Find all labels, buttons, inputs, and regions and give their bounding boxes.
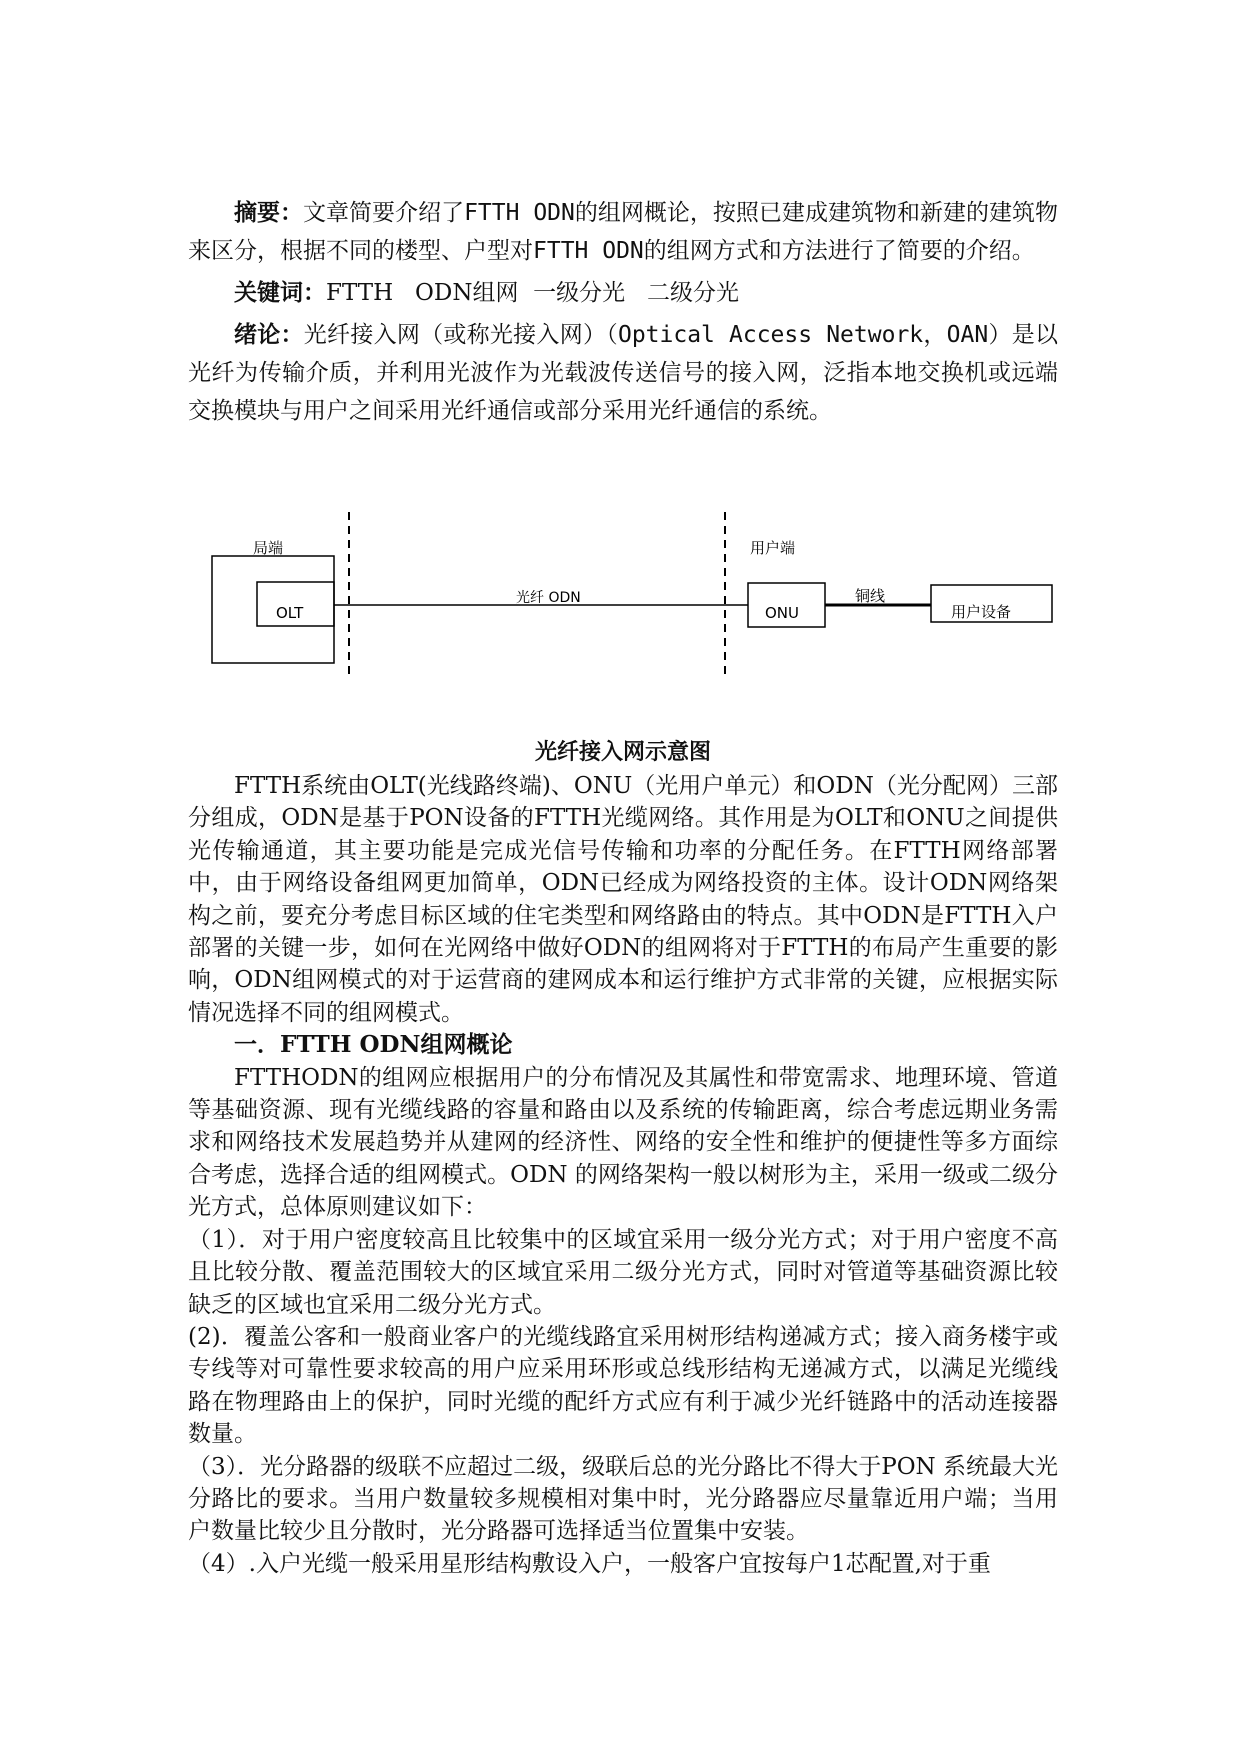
office-box xyxy=(212,556,334,663)
section-heading-1: 一．FTTH ODN组网概论 xyxy=(234,1031,513,1059)
list-item-3: （3）．光分路器的级联不应超过二级，级联后总的光分路比不得大于PON 系统最大光分路比的要求。当用户数量较多规模相对集中时，光分路器应尽量靠近用户端；当用户数量比较少且分散时，光分路器可选择适当位置集中安装。 xyxy=(188,1453,1058,1545)
onu-label: ONU xyxy=(765,604,800,622)
list-item-1: （1）．对于用户密度较高且比较集中的区域宜采用一级分光方式；对于用户密度不高且比较分散、覆盖范围较大的区域宜采用二级分光方式，同时对管道等基础资源比较缺乏的区域也宜采用二级分光方式。 xyxy=(188,1226,1058,1318)
intro-label: 绪论： xyxy=(234,321,304,348)
body-section xyxy=(188,770,1058,1580)
paragraph-odn-principles: FTTHODN的组网应根据用户的分布情况及其属性和带宽需求、地理环境、管道等基础资源、现有光缆线路的容量和路由以及系统的传输距离，综合考虑远期业务需求和网络技术发展趋势并从建网的经济性、网络的安全性和维护的便捷性等多方面综合考虑，选择合适的组网模式。ODN 的网络架构一般以树形为主，采用一级或二级分光方式，总体原则建议如下： xyxy=(188,1064,1058,1221)
paragraph-ftth-system: FTTH系统由OLT(光线路终端)、ONU（光用户单元）和ODN（光分配网）三部分组成，ODN是基于PON设备的FTTH光缆网络。其作用是为OLT和ONU之间提供光传输通道，其主要功能是完成光信号传输和功率的分配任务。在FTTH网络部署中，由于网络设备组网更加简单，ODN已经成为网络投资的主体。设计ODN网络架构之前，要充分考虑目标区域的住宅类型和网络路由的特点。其中ODN是FTTH入户部署的关键一步，如何在光网络中做好ODN的组网将对于FTTH的布局产生重要的影响，ODN组网模式的对于运营商的建网成本和运行维护方式非常的关键，应根据实际情况选择不同的组网模式。 xyxy=(188,773,1058,1026)
office-label: 局端 xyxy=(253,539,284,557)
copper-label: 铜线 xyxy=(855,587,886,605)
intro-text: 光纤接入网（或称光接入网）（Optical Access Network，OAN）是以光纤为传输介质，并利用光波作为光载波传送信号的接入网，泛指本地交换机或远端交换模块与用户之间采用光纤通信或部分采用光纤通信的系统。 xyxy=(188,322,1058,424)
diagram-caption: 光纤接入网示意图 xyxy=(534,739,711,765)
keywords-label: 关键词： xyxy=(234,279,326,306)
keywords-text: FTTH ODN组网 一级分光 二级分光 xyxy=(326,280,740,306)
fiber-label: 光纤 ODN xyxy=(516,590,581,606)
list-item-4: （4）.入户光缆一般采用星形结构敷设入户，一般客户宜按每户1芯配置,对于重 xyxy=(188,1550,991,1577)
abstract-text: 文章简要介绍了FTTH ODN的组网概论，按照已建成建筑物和新建的建筑物来区分，根据不同的楼型、户型对FTTH ODN的组网方式和方法进行了简要的介绍。 xyxy=(188,200,1059,264)
abstract-label: 摘要： xyxy=(234,199,304,226)
olt-label: OLT xyxy=(276,604,304,622)
user-device-label: 用户设备 xyxy=(951,603,1012,621)
user-side-label: 用户端 xyxy=(750,539,796,557)
list-item-2: (2)．覆盖公客和一般商业客户的光缆线路宜采用树形结构递减方式；接入商务楼宇或专线等对可靠性要求较高的用户应采用环形或总线形结构无递减方式，以满足光缆线路在物理路由上的保护，同时光缆的配纤方式应有利于减少光纤链路中的活动连接器数量。 xyxy=(188,1323,1058,1448)
